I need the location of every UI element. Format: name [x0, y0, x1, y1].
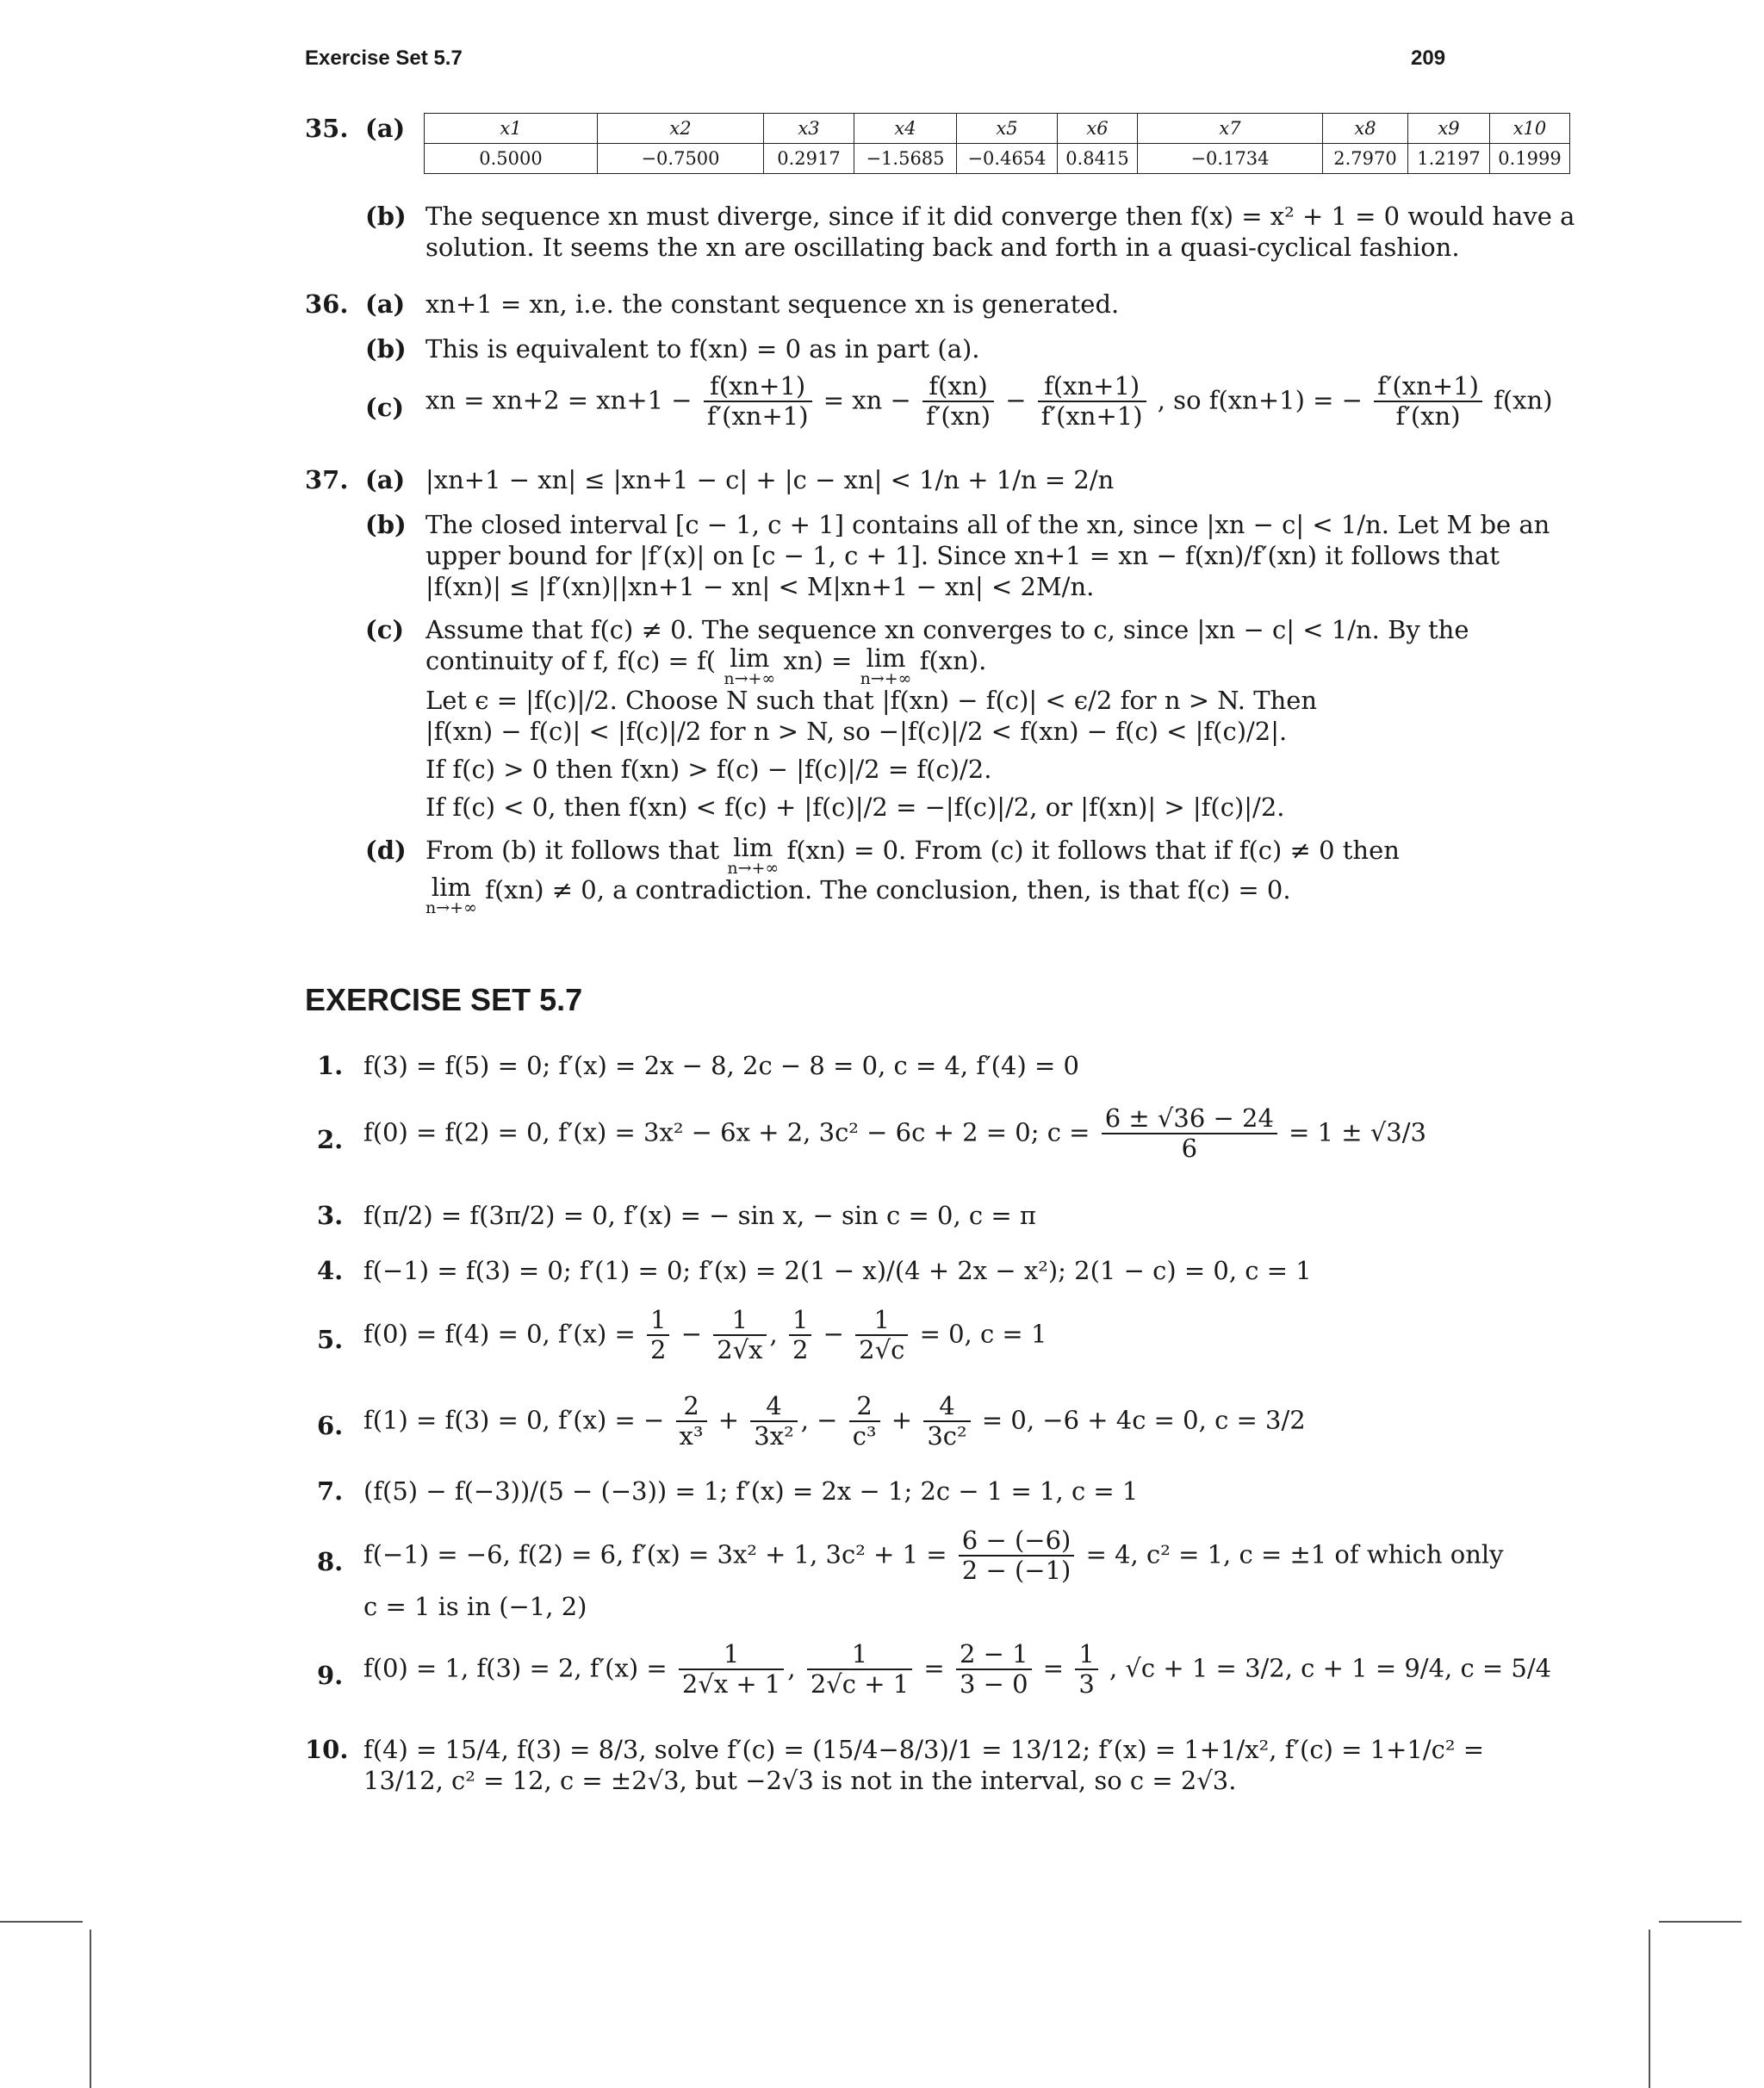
limit [860, 643, 912, 688]
fraction-numerator: 6 − (−6) [959, 1526, 1075, 1557]
text-line: f(−1) = f(3) = 0; f′(1) = 0; f′(x) = 2(1 − x)/(4 + 2x − x²); 2(1 − c) = 0, c = 1 [363, 1256, 1312, 1285]
text-run: , − [800, 1405, 838, 1435]
fraction [956, 1640, 1032, 1700]
equation [425, 372, 1553, 432]
fraction-denominator: 2√x + 1 [681, 1669, 781, 1700]
table-header-cell: x3 [764, 114, 854, 144]
problem-number: 8. [317, 1547, 344, 1576]
table-cell: −1.5685 [854, 144, 957, 174]
problem-number: 7. [317, 1476, 344, 1506]
text-line [425, 643, 987, 688]
text-line: f(π/2) = f(3π/2) = 0, f′(x) = − sin x, − sin c = 0, c = π [363, 1201, 1036, 1230]
fraction [1374, 372, 1482, 432]
fraction-denominator: 6 [1181, 1134, 1198, 1164]
part-label: (b) [365, 202, 407, 231]
text-run: = 0, −6 + 4c = 0, c = 3/2 [981, 1405, 1306, 1435]
part-label: (c) [365, 615, 405, 644]
text-run: f(xn). [919, 646, 987, 675]
problem-number: 35. [305, 114, 349, 143]
fraction-denominator: 2√c + 1 [810, 1669, 910, 1700]
text-line: This is equivalent to f(xn) = 0 as in part (a). [425, 334, 980, 364]
text-run: − [1005, 385, 1027, 415]
table-row [425, 144, 1570, 174]
text-run: f(0) = f(2) = 0, f′(x) = 3x² − 6x + 2, 3c² − 6c + 2 = 0; c = [363, 1117, 1090, 1147]
text-run: , √c + 1 = 3/2, c + 1 = 9/4, c = 5/4 [1109, 1653, 1552, 1683]
fraction [750, 1392, 797, 1451]
problem-number: 37. [305, 465, 349, 494]
fraction-denominator: f′(xn+1) [706, 401, 809, 432]
text-run: f(−1) = −6, f(2) = 6, f′(x) = 3x² + 1, 3c² + 1 = [363, 1539, 947, 1569]
text-run: − [680, 1319, 703, 1349]
text-line: |f(xn)| ≤ |f′(xn)||xn+1 − xn| < M|xn+1 − xn| < 2M/n. [425, 572, 1095, 601]
text-line: |xn+1 − xn| ≤ |xn+1 − c| + |c − xn| < 1/n + 1/n = 2/n [425, 465, 1115, 494]
table-cell: −0.1734 [1138, 144, 1323, 174]
fraction-numerator: 1 [855, 1306, 908, 1336]
text-line: solution. It seems the xn are oscillating back and forth in a quasi-cyclical fashion. [425, 233, 1460, 262]
text-run: , [787, 1653, 796, 1683]
crop-mark-right-h [1659, 1921, 1742, 1923]
equation [363, 1526, 1504, 1586]
crop-mark-left-h [0, 1921, 83, 1923]
part-label: (b) [365, 334, 407, 364]
text-run: xn = xn+2 = xn+1 − [425, 385, 693, 415]
fraction-denominator: x³ [679, 1421, 704, 1451]
text-run: f(xn) ≠ 0, a contradiction. The conclusion, then, is that f(c) = 0. [485, 875, 1291, 904]
text-run: = xn − [823, 385, 911, 415]
fraction-numerator: 1 [807, 1640, 912, 1670]
table-header-cell: x9 [1408, 114, 1490, 144]
fraction [1038, 372, 1146, 432]
table-cell: 0.1999 [1490, 144, 1570, 174]
fraction-denominator: 2 − (−1) [961, 1556, 1071, 1586]
fraction-denominator: 2√x [717, 1335, 763, 1365]
text-line: 13/12, c² = 12, c = ±2√3, but −2√3 is not in the interval, so c = 2√3. [363, 1766, 1237, 1795]
text-line: Let ϵ = |f(c)|/2. Choose N such that |f(xn) − f(c)| < ϵ/2 for n > N. Then [425, 686, 1318, 715]
text-line: upper bound for |f′(x)| on [c − 1, c + 1]. Since xn+1 = xn − f(xn)/f′(xn) it follows that [425, 541, 1500, 570]
fraction-numerator: 2 [849, 1392, 880, 1422]
limit-subscript: n→+∞ [727, 859, 780, 878]
limit [727, 833, 780, 878]
text-run: = [1042, 1653, 1065, 1683]
table-row [425, 114, 1570, 144]
text-run: f(xn) [1494, 385, 1553, 415]
limit-subscript: n→+∞ [860, 669, 912, 688]
fraction-numerator: 2 − 1 [956, 1640, 1032, 1670]
fraction-denominator: f′(xn+1) [1040, 401, 1143, 432]
limit [425, 875, 477, 917]
equation [363, 1306, 1047, 1365]
fraction-numerator: f(xn+1) [1038, 372, 1146, 402]
fraction [922, 372, 994, 432]
text-run: = [923, 1653, 945, 1683]
fraction [1102, 1104, 1277, 1164]
fraction [923, 1392, 970, 1451]
fraction-numerator: 6 ± √36 − 24 [1102, 1104, 1277, 1134]
fraction-denominator: 3 [1078, 1669, 1095, 1700]
fraction-denominator: 2√c [859, 1335, 905, 1365]
fraction-numerator: f(xn+1) [704, 372, 812, 402]
limit-label: lim [866, 643, 906, 673]
part-label: (a) [365, 114, 406, 143]
fraction-denominator: 3c² [927, 1421, 967, 1451]
fraction [789, 1306, 811, 1365]
text-run: f(0) = f(4) = 0, f′(x) = [363, 1319, 636, 1349]
text-run: f(1) = f(3) = 0, f′(x) = − [363, 1405, 665, 1435]
text-line: The closed interval [c − 1, c + 1] contains all of the xn, since |xn − c| < 1/n. Let M be an [425, 510, 1550, 539]
text-line: c = 1 is in (−1, 2) [363, 1592, 587, 1621]
fraction-denominator: 3x² [754, 1421, 794, 1451]
part-label: (a) [365, 465, 406, 494]
text-run: From (b) it follows that [425, 836, 720, 865]
text-line: f(3) = f(5) = 0; f′(x) = 2x − 8, 2c − 8 = 0, c = 4, f′(4) = 0 [363, 1051, 1079, 1080]
problem-number: 10. [305, 1735, 349, 1764]
limit-subscript: n→+∞ [425, 898, 477, 917]
text-run: , so f(xn+1) = − [1157, 385, 1363, 415]
equation [363, 1104, 1426, 1164]
text-line: xn+1 = xn, i.e. the constant sequence xn is generated. [425, 289, 1120, 319]
table-header-cell: x2 [598, 114, 764, 144]
table-cell: 0.5000 [425, 144, 598, 174]
fraction-numerator: 1 [1075, 1640, 1097, 1670]
part-label: (d) [365, 836, 407, 865]
text-line [425, 875, 1291, 917]
text-run: = 4, c² = 1, c = ±1 of which only [1085, 1539, 1504, 1569]
text-run: + [891, 1405, 913, 1435]
problem-number: 36. [305, 289, 349, 319]
fraction-numerator: 2 [676, 1392, 707, 1422]
table-header-cell: x5 [957, 114, 1058, 144]
problem-number: 1. [317, 1051, 344, 1080]
text-run: = 1 ± √3/3 [1289, 1117, 1426, 1147]
part-label: (b) [365, 510, 407, 539]
fraction-denominator: 2 [650, 1335, 667, 1365]
fraction-denominator: c³ [852, 1421, 877, 1451]
table-cell: 0.2917 [764, 144, 854, 174]
section-title: EXERCISE SET 5.7 [305, 982, 583, 1017]
page-number: 209 [1411, 47, 1446, 70]
table-header-cell: x7 [1138, 114, 1323, 144]
limit-subscript: n→+∞ [724, 669, 776, 688]
iteration-table [424, 113, 1570, 174]
fraction-numerator: f′(xn+1) [1374, 372, 1482, 402]
problem-number: 6. [317, 1411, 344, 1440]
limit [724, 643, 776, 688]
fraction [713, 1306, 766, 1365]
table-cell: −0.4654 [957, 144, 1058, 174]
fraction-denominator: f′(xn) [1395, 401, 1461, 432]
fraction [647, 1306, 669, 1365]
table-header-cell: x10 [1490, 114, 1570, 144]
table-header-cell: x6 [1058, 114, 1138, 144]
problem-number: 4. [317, 1256, 344, 1285]
limit-label: lim [431, 873, 471, 902]
fraction-numerator: f(xn) [922, 372, 994, 402]
table-cell: 0.8415 [1058, 144, 1138, 174]
text-run: = 0, c = 1 [919, 1319, 1047, 1349]
problem-number: 9. [317, 1661, 344, 1690]
fraction [959, 1526, 1075, 1586]
problem-number: 5. [317, 1325, 344, 1354]
fraction [807, 1640, 912, 1700]
fraction-numerator: 1 [647, 1306, 669, 1336]
fraction [676, 1392, 707, 1451]
text-line: If f(c) > 0 then f(xn) > f(c) − |f(c)|/2 = f(c)/2. [425, 755, 992, 784]
table-cell: 2.7970 [1323, 144, 1408, 174]
equation [363, 1392, 1306, 1451]
text-line [425, 833, 1400, 878]
limit-label: lim [733, 833, 773, 862]
text-run: f(0) = 1, f(3) = 2, f′(x) = [363, 1653, 668, 1683]
table-header-cell: x4 [854, 114, 957, 144]
table-header-cell: x8 [1323, 114, 1408, 144]
table-cell: −0.7500 [598, 144, 764, 174]
limit-label: lim [730, 643, 770, 673]
fraction-numerator: 4 [923, 1392, 970, 1422]
problem-number: 2. [317, 1125, 344, 1154]
part-label: (c) [365, 393, 405, 422]
text-line: The sequence xn must diverge, since if it did converge then f(x) = x² + 1 = 0 would have a [425, 202, 1575, 231]
text-line: If f(c) < 0, then f(xn) < f(c) + |f(c)|/2 = −|f(c)|/2, or |f(xn)| > |f(c)|/2. [425, 792, 1285, 822]
fraction-numerator: 1 [789, 1306, 811, 1336]
fraction [704, 372, 812, 432]
crop-mark-right-v [1649, 1930, 1650, 2088]
text-run: , [769, 1319, 778, 1349]
fraction-denominator: 3 − 0 [959, 1669, 1028, 1700]
text-line: f(4) = 15/4, f(3) = 8/3, solve f′(c) = (15/4−8/3)/1 = 13/12; f′(x) = 1+1/x², f′(c) = 1+1/c² = [363, 1735, 1485, 1764]
text-run: − [823, 1319, 844, 1349]
text-run: f(xn) = 0. From (c) it follows that if f(c) ≠ 0 then [786, 836, 1400, 865]
fraction [679, 1640, 784, 1700]
fraction-numerator: 1 [679, 1640, 784, 1670]
problem-number: 3. [317, 1201, 344, 1230]
fraction [849, 1392, 880, 1451]
fraction-denominator: 2 [792, 1335, 809, 1365]
fraction [1075, 1640, 1097, 1700]
running-header: Exercise Set 5.7 [305, 47, 463, 70]
crop-mark-left-v [90, 1930, 91, 2088]
equation [363, 1640, 1551, 1700]
text-line: (f(5) − f(−3))/(5 − (−3)) = 1; f′(x) = 2x − 1; 2c − 1 = 1, c = 1 [363, 1476, 1139, 1506]
fraction-numerator: 1 [713, 1306, 766, 1336]
fraction [855, 1306, 908, 1365]
fraction-numerator: 4 [750, 1392, 797, 1422]
text-line: |f(xn) − f(c)| < |f(c)|/2 for n > N, so −|f(c)|/2 < f(xn) − f(c) < |f(c)/2|. [425, 717, 1288, 746]
table-cell: 1.2197 [1408, 144, 1490, 174]
text-line: Assume that f(c) ≠ 0. The sequence xn converges to c, since |xn − c| < 1/n. By the [425, 615, 1469, 644]
text-run: xn) = [783, 646, 853, 675]
text-run: + [717, 1405, 740, 1435]
part-label: (a) [365, 289, 406, 319]
fraction-denominator: f′(xn) [926, 401, 991, 432]
text-run: continuity of f, f(c) = f( [425, 646, 717, 675]
table-header-cell: x1 [425, 114, 598, 144]
